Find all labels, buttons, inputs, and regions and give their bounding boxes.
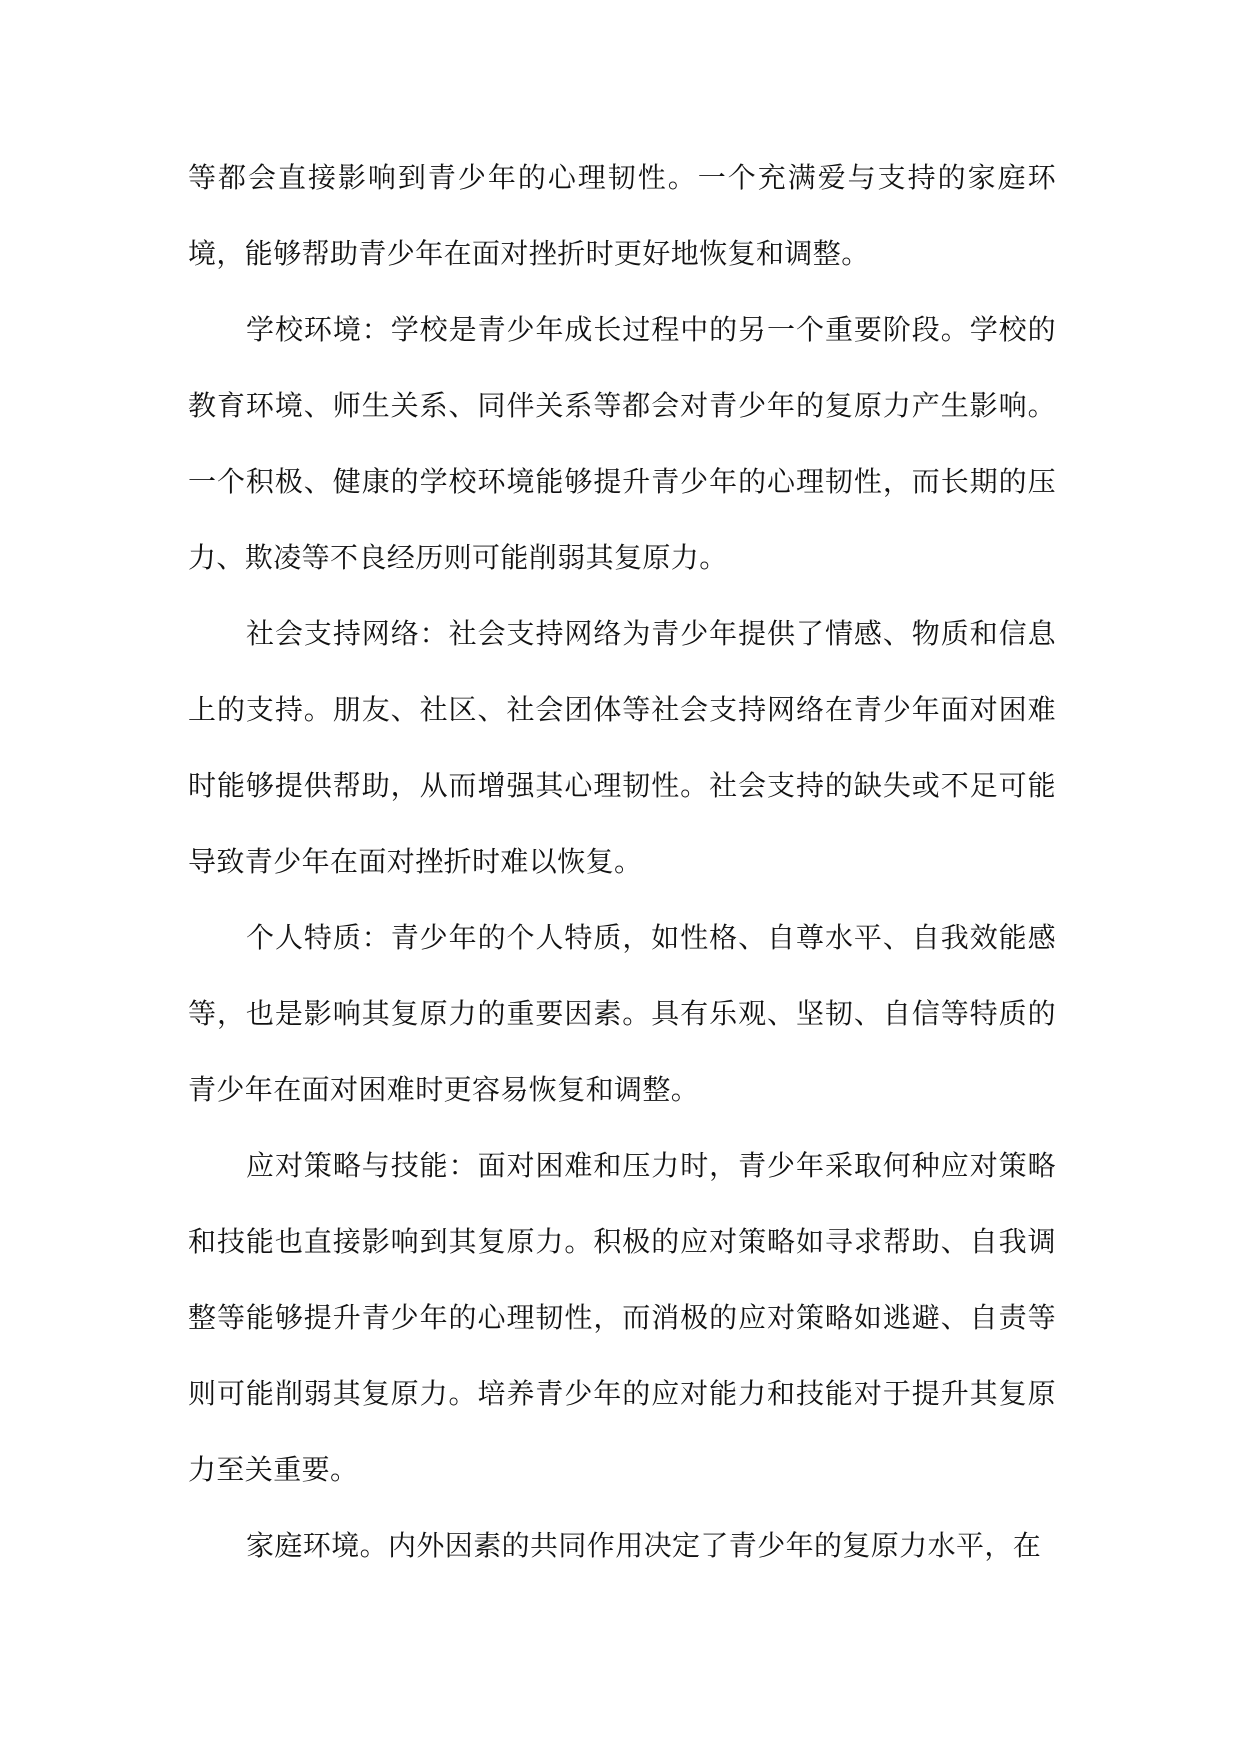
paragraph-social-support: 社会支持网络：社会支持网络为青少年提供了情感、物质和信息上的支持。朋友、社区、社会团体等社会支持网络在青少年面对困难时能够提供帮助，从而增强其心理韧性。社会支持的缺失或不足可能导致青少年在面对挫折时难以恢复。 [188, 617, 1056, 878]
paragraph-family-environment: 家庭环境。内外因素的共同作用决定了青少年的复原力水平，在 [246, 1529, 1042, 1562]
paragraph-coping-strategies: 应对策略与技能：面对困难和压力时，青少年采取何种应对策略和技能也直接影响到其复原力。积极的应对策略如寻求帮助、自我调整等能够提升青少年的心理韧性，而消极的应对策略如逃避、自责等则可能削弱其复原力。培养青少年的应对能力和技能对于提升其复原力至关重要。 [188, 1149, 1056, 1486]
paragraph-family-continuation: 等都会直接影响到青少年的心理韧性。一个充满爱与支持的家庭环境，能够帮助青少年在面对挫折时更好地恢复和调整。 [188, 161, 1056, 270]
paragraph-school-environment: 学校环境：学校是青少年成长过程中的另一个重要阶段。学校的教育环境、师生关系、同伴关系等都会对青少年的复原力产生影响。一个积极、健康的学校环境能够提升青少年的心理韧性，而长期的压力、欺凌等不良经历则可能削弱其复原力。 [188, 313, 1056, 574]
document-body [188, 140, 1056, 1584]
paragraph-personal-traits: 个人特质：青少年的个人特质，如性格、自尊水平、自我效能感等，也是影响其复原力的重要因素。具有乐观、坚韧、自信等特质的青少年在面对困难时更容易恢复和调整。 [188, 921, 1056, 1106]
